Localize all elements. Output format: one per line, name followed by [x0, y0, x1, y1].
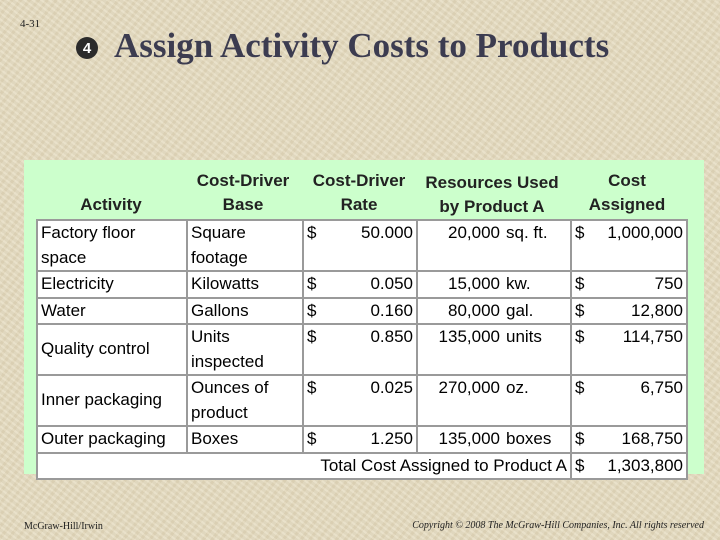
total-currency: $	[571, 453, 597, 480]
base-line1: Square	[191, 223, 246, 242]
cell-base: Gallons	[187, 298, 303, 325]
base-line2: inspected	[191, 351, 264, 371]
slide-title	[76, 26, 716, 66]
cell-unit: units	[503, 324, 571, 375]
table-row	[37, 271, 687, 298]
header-rate-line2: Rate	[340, 195, 378, 214]
cell-rate-currency: $	[303, 426, 333, 453]
cell-rate-currency: $	[303, 298, 333, 325]
step-number-badge: 4	[76, 37, 98, 59]
cell-quantity: 15,000	[417, 271, 503, 298]
cell-rate: 0.025	[333, 375, 417, 426]
cell-cost-currency: $	[571, 298, 597, 325]
cell-cost: 1,000,000	[597, 220, 687, 271]
cell-base: Kilowatts	[187, 271, 303, 298]
cell-quantity: 80,000	[417, 298, 503, 325]
cell-unit: oz.	[503, 375, 571, 426]
table-row	[37, 220, 687, 271]
table-row	[37, 375, 687, 426]
cell-rate-currency: $	[303, 375, 333, 426]
header-cost-line2: Assigned	[588, 195, 666, 214]
activity-line1: Factory floor	[41, 223, 136, 242]
cell-base	[187, 324, 303, 375]
cell-unit: boxes	[503, 426, 571, 453]
header-cost-assigned	[570, 169, 684, 217]
header-cost-line1: Cost	[608, 171, 646, 190]
base-line1: Ounces of	[191, 378, 269, 397]
cell-cost: 114,750	[597, 324, 687, 375]
cell-activity: Electricity	[37, 271, 187, 298]
cell-rate: 1.250	[333, 426, 417, 453]
cell-rate: 0.050	[333, 271, 417, 298]
cell-rate: 50.000	[333, 220, 417, 271]
header-resources-line2: by Product A	[439, 197, 545, 216]
header-cost-driver-base	[186, 169, 300, 217]
cell-cost: 750	[597, 271, 687, 298]
total-row	[37, 453, 687, 480]
cell-base: Boxes	[187, 426, 303, 453]
header-resources-line1: Resources Used	[425, 173, 559, 192]
table-row	[37, 426, 687, 453]
copyright-footer: Copyright © 2008 The McGraw-Hill Companies, Inc. All rights reserved	[412, 520, 704, 531]
base-line2: product	[191, 402, 248, 422]
header-cost-driver-rate	[302, 169, 416, 217]
table-row	[37, 324, 687, 375]
cell-rate: 0.160	[333, 298, 417, 325]
cell-activity: Quality control	[37, 324, 187, 375]
total-label: Total Cost Assigned to Product A	[37, 453, 571, 480]
cell-activity: Water	[37, 298, 187, 325]
cell-base	[187, 375, 303, 426]
cell-rate-currency: $	[303, 324, 333, 375]
cell-rate-currency: $	[303, 271, 333, 298]
cell-quantity: 270,000	[417, 375, 503, 426]
cell-activity: Inner packaging	[37, 375, 187, 426]
header-activity-text: Activity	[80, 195, 142, 214]
cell-cost-currency: $	[571, 426, 597, 453]
base-line1: Units	[191, 327, 230, 346]
cell-rate-currency: $	[303, 220, 333, 271]
cell-unit: kw.	[503, 271, 571, 298]
activity-line2: space	[41, 247, 87, 267]
header-driver-line2: Base	[222, 195, 264, 214]
cell-quantity: 135,000	[417, 426, 503, 453]
base-line2: footage	[191, 247, 248, 267]
total-value: 1,303,800	[597, 453, 687, 480]
cell-cost: 168,750	[597, 426, 687, 453]
cell-cost-currency: $	[571, 271, 597, 298]
cell-activity: Outer packaging	[37, 426, 187, 453]
cell-quantity: 20,000	[417, 220, 503, 271]
publisher-footer: McGraw-Hill/Irwin	[24, 521, 103, 532]
slide-number: 4-31	[20, 18, 41, 30]
cell-unit: sq. ft.	[503, 220, 571, 271]
cell-cost: 12,800	[597, 298, 687, 325]
cell-base	[187, 220, 303, 271]
header-driver-line1: Cost-Driver	[196, 171, 290, 190]
header-resources-used	[416, 171, 568, 219]
cell-unit: gal.	[503, 298, 571, 325]
cell-quantity: 135,000	[417, 324, 503, 375]
cell-cost: 6,750	[597, 375, 687, 426]
cell-cost-currency: $	[571, 220, 597, 271]
header-rate-line1: Cost-Driver	[312, 171, 406, 190]
cell-activity	[37, 220, 187, 271]
slide-title-text: Assign Activity Costs to Products	[114, 26, 610, 65]
cell-cost-currency: $	[571, 375, 597, 426]
header-activity	[38, 193, 184, 217]
table-row	[37, 298, 687, 325]
cell-cost-currency: $	[571, 324, 597, 375]
cost-assignment-table	[36, 219, 688, 480]
cell-rate: 0.850	[333, 324, 417, 375]
